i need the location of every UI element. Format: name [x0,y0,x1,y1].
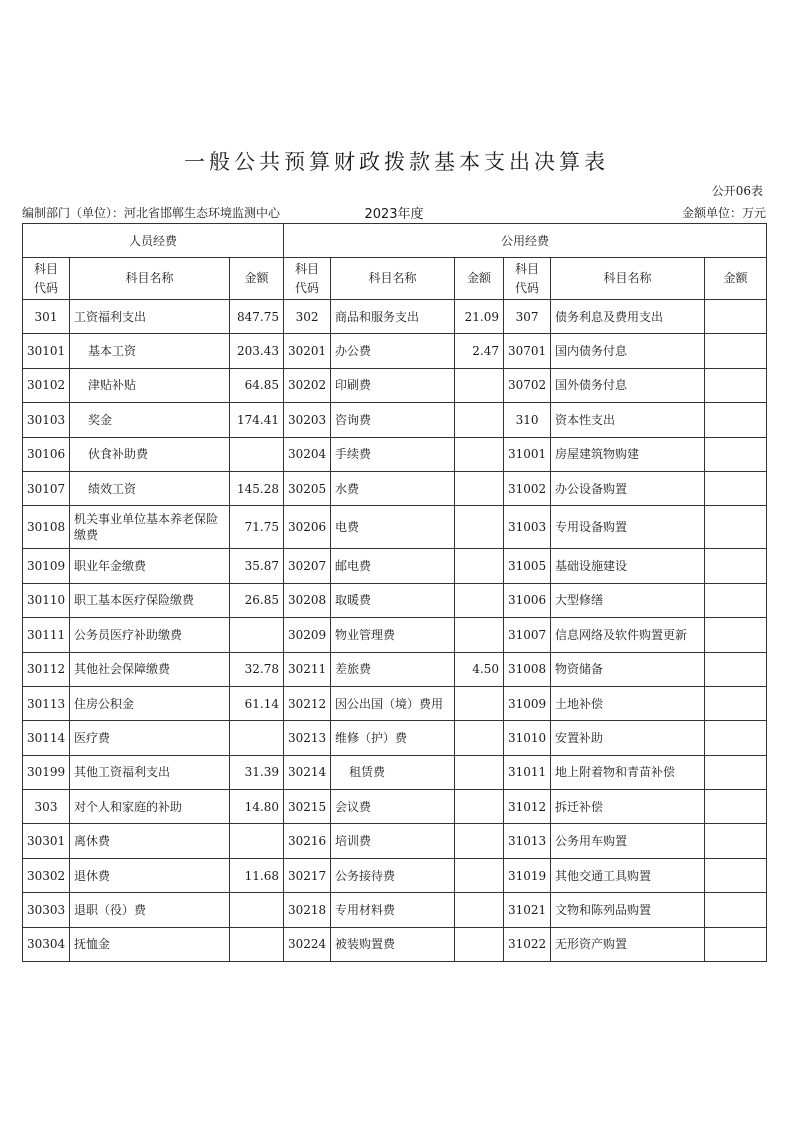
code-cell: 30109 [23,549,70,583]
amount-cell [705,927,767,961]
name-cell: 退休费 [70,858,230,892]
code-cell: 30216 [284,824,331,858]
column-header-row [23,258,767,300]
name-cell: 物业管理费 [331,618,455,652]
table-row [23,686,767,720]
amount-cell [455,790,504,824]
code-cell: 31019 [504,858,551,892]
name-cell: 奖金 [70,403,230,437]
code-cell: 30217 [284,858,331,892]
code-cell: 30106 [23,437,70,471]
code-cell: 302 [284,300,331,334]
code-cell: 30303 [23,893,70,927]
name-cell: 基本工资 [70,334,230,368]
code-cell: 31009 [504,686,551,720]
amount-cell [705,652,767,686]
name-cell: 电费 [331,506,455,549]
name-cell: 大型修缮 [551,583,705,617]
amount-cell [230,824,284,858]
amount-cell [705,334,767,368]
name-cell: 职业年金缴费 [70,549,230,583]
table-body [23,300,767,962]
amount-cell [705,893,767,927]
amount-cell: 32.78 [230,652,284,686]
table-row [23,824,767,858]
code-cell: 31011 [504,755,551,789]
code-cell: 30207 [284,549,331,583]
expenditure-table [22,223,767,962]
amount-cell [705,755,767,789]
amount-cell [455,686,504,720]
code-cell: 30701 [504,334,551,368]
name-cell: 安置补助 [551,721,705,755]
amount-cell: 174.41 [230,403,284,437]
name-cell: 培训费 [331,824,455,858]
code-cell: 30215 [284,790,331,824]
code-cell: 30301 [23,824,70,858]
name-cell: 办公费 [331,334,455,368]
name-cell: 公务用车购置 [551,824,705,858]
name-cell: 水费 [331,471,455,505]
amount-cell [705,549,767,583]
code-cell: 31003 [504,506,551,549]
name-cell: 无形资产购置 [551,927,705,961]
code-cell: 30208 [284,583,331,617]
code-cell: 30111 [23,618,70,652]
table-row [23,334,767,368]
header-code: 科目 代码 [504,258,551,300]
code-cell: 303 [23,790,70,824]
header-name: 科目名称 [551,258,705,300]
code-cell: 30108 [23,506,70,549]
table-row [23,858,767,892]
amount-cell [705,618,767,652]
name-cell: 会议费 [331,790,455,824]
code-cell: 31007 [504,618,551,652]
amount-cell [455,858,504,892]
amount-cell [455,471,504,505]
name-cell: 其他工资福利支出 [70,755,230,789]
name-cell: 退职（役）费 [70,893,230,927]
name-cell: 信息网络及软件购置更新 [551,618,705,652]
amount-cell [455,506,504,549]
code-cell: 31001 [504,437,551,471]
table-row [23,790,767,824]
code-cell: 31002 [504,471,551,505]
amount-cell: 71.75 [230,506,284,549]
amount-cell [705,368,767,402]
header-amount: 金额 [455,258,504,300]
code-cell: 30114 [23,721,70,755]
amount-cell [455,403,504,437]
name-cell: 取暖费 [331,583,455,617]
amount-cell [705,858,767,892]
amount-cell [705,403,767,437]
code-cell: 30702 [504,368,551,402]
name-cell: 手续费 [331,437,455,471]
department-label: 编制部门（单位）：河北省邯郸生态环境监测中心 [22,206,281,220]
name-cell: 拆迁补偿 [551,790,705,824]
code-cell: 31008 [504,652,551,686]
amount-cell: 26.85 [230,583,284,617]
form-number: 公开06表 [711,184,763,198]
code-cell: 307 [504,300,551,334]
amount-cell [455,437,504,471]
amount-cell [455,549,504,583]
amount-cell [230,437,284,471]
amount-cell: 31.39 [230,755,284,789]
amount-cell: 203.43 [230,334,284,368]
amount-cell: 2.47 [455,334,504,368]
amount-cell [705,506,767,549]
amount-cell: 64.85 [230,368,284,402]
amount-cell: 35.87 [230,549,284,583]
name-cell: 住房公积金 [70,686,230,720]
code-cell: 30304 [23,927,70,961]
name-cell: 基础设施建设 [551,549,705,583]
amount-unit: 金额单位：万元 [681,206,766,220]
name-cell: 专用设备购置 [551,506,705,549]
name-cell: 维修（护）费 [331,721,455,755]
code-cell: 30205 [284,471,331,505]
name-cell: 被装购置费 [331,927,455,961]
table-row [23,618,767,652]
amount-cell [230,927,284,961]
header-code: 科目 代码 [284,258,331,300]
code-cell: 30103 [23,403,70,437]
code-cell: 31013 [504,824,551,858]
name-cell: 公务接待费 [331,858,455,892]
name-cell: 邮电费 [331,549,455,583]
code-cell: 31006 [504,583,551,617]
code-cell: 310 [504,403,551,437]
amount-cell [455,755,504,789]
amount-cell [455,927,504,961]
section-public: 公用经费 [284,224,767,258]
name-cell: 办公设备购置 [551,471,705,505]
code-cell: 31021 [504,893,551,927]
code-cell: 31010 [504,721,551,755]
code-cell: 30209 [284,618,331,652]
table-row [23,549,767,583]
amount-cell [705,824,767,858]
table-row [23,755,767,789]
code-cell: 30107 [23,471,70,505]
name-cell: 伙食补助费 [70,437,230,471]
table-row [23,652,767,686]
name-cell: 津贴补贴 [70,368,230,402]
amount-cell [455,368,504,402]
amount-cell [705,686,767,720]
name-cell: 对个人和家庭的补助 [70,790,230,824]
name-cell: 国内债务付息 [551,334,705,368]
table-row [23,471,767,505]
amount-cell: 14.80 [230,790,284,824]
amount-cell: 21.09 [455,300,504,334]
amount-cell [455,893,504,927]
table-row [23,300,767,334]
amount-cell [230,618,284,652]
page-title: 一般公共预算财政拨款基本支出决算表 [184,150,609,174]
amount-cell [455,824,504,858]
name-cell: 职工基本医疗保险缴费 [70,583,230,617]
amount-cell: 847.75 [230,300,284,334]
code-cell: 301 [23,300,70,334]
name-cell: 咨询费 [331,403,455,437]
name-cell: 医疗费 [70,721,230,755]
name-cell: 文物和陈列品购置 [551,893,705,927]
amount-cell [705,790,767,824]
table-row [23,437,767,471]
name-cell: 国外债务付息 [551,368,705,402]
table-row [23,721,767,755]
name-cell: 商品和服务支出 [331,300,455,334]
table-row [23,368,767,402]
name-cell: 因公出国（境）费用 [331,686,455,720]
code-cell: 30211 [284,652,331,686]
name-cell: 印刷费 [331,368,455,402]
code-cell: 30203 [284,403,331,437]
name-cell: 机关事业单位基本养老保险缴费 [70,506,230,549]
code-cell: 30214 [284,755,331,789]
code-cell: 30199 [23,755,70,789]
table-row [23,506,767,549]
name-cell: 绩效工资 [70,471,230,505]
amount-cell [230,893,284,927]
name-cell: 债务利息及费用支出 [551,300,705,334]
amount-cell [455,721,504,755]
name-cell: 资本性支出 [551,403,705,437]
amount-cell [455,583,504,617]
fiscal-year: 2023年度 [364,207,424,222]
amount-cell: 145.28 [230,471,284,505]
code-cell: 30212 [284,686,331,720]
amount-cell [705,300,767,334]
code-cell: 31005 [504,549,551,583]
name-cell: 地上附着物和青苗补偿 [551,755,705,789]
amount-cell: 4.50 [455,652,504,686]
name-cell: 专用材料费 [331,893,455,927]
header-name: 科目名称 [70,258,230,300]
amount-cell [455,618,504,652]
code-cell: 30204 [284,437,331,471]
name-cell: 差旅费 [331,652,455,686]
name-cell: 其他交通工具购置 [551,858,705,892]
header-name: 科目名称 [331,258,455,300]
header-amount: 金额 [230,258,284,300]
header-code: 科目 代码 [23,258,70,300]
table-row [23,583,767,617]
name-cell: 房屋建筑物购建 [551,437,705,471]
code-cell: 30213 [284,721,331,755]
name-cell: 其他社会保障缴费 [70,652,230,686]
name-cell: 离休费 [70,824,230,858]
code-cell: 30218 [284,893,331,927]
code-cell: 30101 [23,334,70,368]
amount-cell [705,721,767,755]
code-cell: 31022 [504,927,551,961]
table-row [23,927,767,961]
section-header-row [23,224,767,258]
name-cell: 公务员医疗补助缴费 [70,618,230,652]
name-cell: 土地补偿 [551,686,705,720]
amount-cell: 61.14 [230,686,284,720]
name-cell: 租赁费 [331,755,455,789]
name-cell: 抚恤金 [70,927,230,961]
amount-cell [705,471,767,505]
code-cell: 30206 [284,506,331,549]
code-cell: 30102 [23,368,70,402]
code-cell: 30110 [23,583,70,617]
code-cell: 30112 [23,652,70,686]
table-row [23,403,767,437]
meta-line [22,204,766,222]
table-row [23,893,767,927]
code-cell: 30201 [284,334,331,368]
name-cell: 物资储备 [551,652,705,686]
amount-cell [705,437,767,471]
code-cell: 30202 [284,368,331,402]
code-cell: 30224 [284,927,331,961]
amount-cell: 11.68 [230,858,284,892]
header-amount: 金额 [705,258,767,300]
section-personnel: 人员经费 [23,224,284,258]
name-cell: 工资福利支出 [70,300,230,334]
code-cell: 30302 [23,858,70,892]
code-cell: 30113 [23,686,70,720]
amount-cell [705,583,767,617]
amount-cell [230,721,284,755]
code-cell: 31012 [504,790,551,824]
